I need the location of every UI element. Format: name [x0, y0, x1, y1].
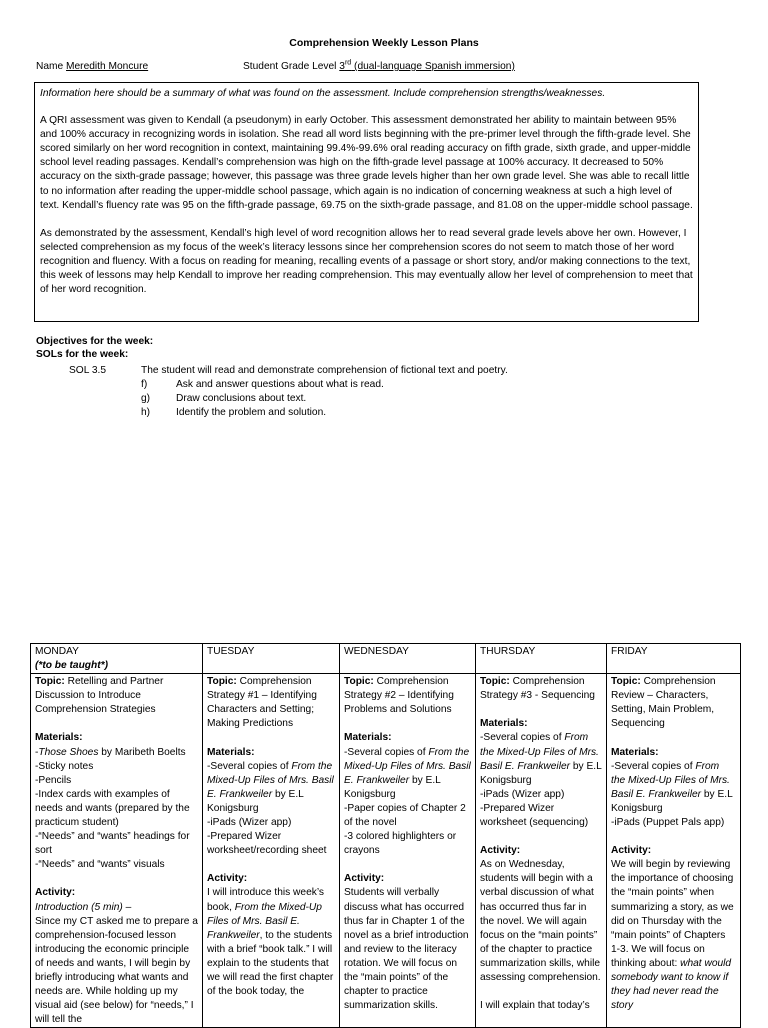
- grade-value: [339, 61, 515, 72]
- topic-text: Comprehension Review – Characters, Setting, Main Problem, Sequencing: [611, 676, 716, 730]
- activity: [344, 872, 471, 1013]
- topic-label: Topic:: [611, 676, 641, 688]
- activity-label: Activity:: [344, 873, 385, 885]
- topic: [207, 675, 335, 731]
- sols-label: SOLs for the week:: [36, 348, 129, 360]
- cell-thursday: [476, 674, 607, 1028]
- material-item: [611, 760, 736, 816]
- sol-subitem-letter: g): [141, 393, 151, 404]
- book-title: From the Mixed-Up Files of Mrs. Basil E. Frankweiler: [207, 760, 334, 800]
- grade-label: Student Grade Level: [243, 61, 337, 72]
- activity-prefix: We will begin by reviewing the importance of choosing the “main points” when summarizing a story, as we did on Thursday with the “main points” of Chapters 1-3. We will focus on thinking about:: [611, 859, 734, 969]
- material-item: -Pencils: [35, 774, 72, 786]
- book-author: by E.L Konigsburg: [480, 760, 602, 786]
- topic-label: Topic:: [344, 676, 374, 688]
- materials-label: Materials:: [207, 746, 255, 758]
- activity-text: [611, 858, 736, 1013]
- topic: [344, 675, 471, 717]
- topic: [35, 675, 198, 717]
- cell-monday: [31, 674, 203, 1028]
- name-line: [36, 61, 148, 72]
- sol-code: SOL 3.5: [69, 365, 106, 376]
- assessment-summary-box: [34, 82, 699, 322]
- sol-row: [69, 364, 508, 378]
- day-label: MONDAY: [35, 646, 79, 657]
- day-note: (*to be taught*): [35, 660, 108, 672]
- material-item: -iPads (Wizer app): [480, 788, 565, 800]
- day-label: THURSDAY: [480, 646, 536, 657]
- materials: [35, 731, 198, 872]
- sol-text: The student will read and demonstrate comprehension of fictional text and poetry.: [141, 365, 508, 376]
- book-author: by E.L Konigsburg: [611, 788, 733, 814]
- materials: [207, 746, 335, 859]
- grade-description: (dual-language Spanish immersion): [354, 61, 515, 72]
- sol-block: [69, 364, 508, 420]
- material-item: -Sticky notes: [35, 760, 94, 772]
- cell-friday: [607, 674, 741, 1028]
- sol-subitem-text: Draw conclusions about text.: [176, 393, 307, 404]
- materials: [480, 717, 602, 830]
- activity-label: Activity:: [207, 873, 248, 885]
- activity-text-2: I will explain that today’s: [480, 1000, 590, 1012]
- material-item: -“Needs” and “wants” headings for sort: [35, 831, 190, 857]
- material-item: -Those Shoes by Maribeth Boelts: [35, 746, 186, 758]
- materials-label: Materials:: [344, 732, 392, 744]
- name-label: Name: [36, 61, 64, 72]
- book-title: Those Shoes: [38, 746, 99, 758]
- material-item: -3 colored highlighters or crayons: [344, 831, 457, 857]
- material-item: -“Needs” and “wants” visuals: [35, 859, 165, 871]
- objectives-label: Objectives for the week:: [36, 336, 154, 347]
- material-item: -Index cards with examples of needs and wants (prepared by the practicum student): [35, 788, 190, 829]
- summary-instruction: Information here should be a summary of what was found on the assessment. Include comprehension strengths/weaknesses.: [40, 88, 606, 99]
- activity: [35, 886, 198, 1027]
- materials-label: Materials:: [480, 718, 528, 730]
- sol-subitem: [69, 378, 508, 392]
- topic-text: Retelling and Partner Discussion to Introduce Comprehension Strategies: [35, 676, 164, 716]
- book-title: From the Mixed-Up Files of Mrs. Basil E. Frankweiler: [207, 901, 322, 941]
- book-author: by Maribeth Boelts: [98, 746, 186, 758]
- topic: [611, 675, 736, 731]
- material-item: [207, 760, 335, 816]
- activity-label: Activity:: [480, 845, 521, 857]
- grade-suffix: rd: [344, 59, 352, 67]
- activity-rest: , to the students with a brief “book talk.” I will explain to the students that we will read the first chapter of the book today, the: [207, 929, 334, 998]
- material-item: -iPads (Puppet Pals app): [611, 817, 725, 829]
- material-prefix: -Several copies of: [611, 760, 696, 772]
- sol-subitem-letter: h): [141, 407, 151, 418]
- header-thursday: [476, 644, 607, 674]
- topic: [480, 675, 602, 703]
- activity: [480, 844, 602, 1013]
- header-tuesday: [203, 644, 340, 674]
- activity-text: [207, 886, 335, 999]
- material-item: [480, 731, 602, 787]
- summary-paragraph-2: As demonstrated by the assessment, Kendall’s high level of word recognition allows her to read several grade levels above her own. However, I selected comprehension as my focus of the week’s literacy lessons since her comprehension scores do not seem to match those of her word recognition and fluency. With a focus on reading for meaning, recalling events of a passage or short story, and/or making connections to the text, this week of lessons may help Kendall to improve her reading comprehension. This may eventually allow her level of comprehension to meet that of her word recognition.: [40, 227, 693, 296]
- materials: [611, 746, 736, 831]
- header-monday: [31, 644, 203, 674]
- material-prefix: -Several copies of: [207, 760, 292, 772]
- materials-label: Materials:: [35, 732, 83, 744]
- day-label: FRIDAY: [611, 646, 648, 657]
- activity-intro: [35, 901, 198, 915]
- activity: [207, 872, 335, 999]
- book-title: From the Mixed-Up Files of Mrs. Basil E. Frankweiler: [611, 760, 730, 800]
- activity-label: Activity:: [35, 887, 76, 899]
- activity-italic: what would somebody want to know if they had never read the story: [611, 957, 732, 1012]
- sol-subitem-text: Ask and answer questions about what is read.: [176, 379, 384, 390]
- day-label: TUESDAY: [207, 646, 255, 657]
- grade-number: 3: [339, 61, 345, 72]
- document-title: Comprehension Weekly Lesson Plans: [289, 37, 479, 49]
- activity-text: As on Wednesday, students will begin with a verbal discussion of what has occurred thus far in the novel. We will again focus on the “main points” of the chapter to practice summarization skills, while assessing comprehension.: [480, 859, 601, 983]
- material-prefix: -Several copies of: [344, 746, 429, 758]
- weekly-lesson-table: [30, 643, 741, 1028]
- activity-label: Activity:: [611, 845, 652, 857]
- activity-text: Students will verbally discuss what has occurred thus far in Chapter 1 of the novel as a brief introduction and review to the literacy rotation. We will focus on the “main points” of the chapter to practice summarization skills.: [344, 887, 469, 1012]
- topic-text: Comprehension Strategy #3 - Sequencing: [480, 676, 595, 702]
- material-item: [344, 746, 471, 802]
- table-row: [31, 674, 741, 1028]
- intro-text: Introduction (5 min): [35, 901, 123, 913]
- topic-label: Topic:: [35, 676, 65, 688]
- material-item: -Prepared Wizer worksheet/recording sheet: [207, 831, 327, 857]
- activity: [611, 844, 736, 1013]
- name-value: Meredith Moncure: [66, 61, 149, 72]
- intro-dash: –: [122, 901, 132, 913]
- header-wednesday: [340, 644, 476, 674]
- header-friday: [607, 644, 741, 674]
- summary-paragraph-1: A QRI assessment was given to Kendall (a pseudonym) in early October. This assessment demonstrated her ability to maintain between 95% and 100% accuracy in recognizing words in isolation. She read all word lists beginning with the pre-primer level through the fifth-grade level. She scored similarly on her word recognition in context, maintaining 99.4%-99.6% oral reading accuracy on fifth grade, sixth grade, and upper-middle school level reading passages. Kendall’s comprehension was high on the fifth-grade level passage at 100% accuracy. It decreased to 50% accuracy on the sixth-grade passage; however, this passage was three grade levels higher than her own grade level. She was able to recall little to no information after reading the upper-middle school passage, which again is no indication of concerning weakness at such a high level of text. Kendall’s fluency rate was 95 on the fifth-grade passage, 69.75 on the sixth-grade passage, and 81.08 on the upper-middle school passage.: [40, 115, 693, 211]
- day-label: WEDNESDAY: [344, 646, 409, 657]
- material-prefix: -Several copies of: [480, 732, 565, 744]
- table-header-row: [31, 644, 741, 674]
- topic-label: Topic:: [480, 676, 510, 688]
- sol-subitem-text: Identify the problem and solution.: [176, 407, 327, 418]
- book-title: From the Mixed-Up Files of Mrs. Basil E. Frankweiler: [480, 732, 599, 772]
- sol-subitem: [69, 406, 508, 420]
- material-item: -Prepared Wizer worksheet (sequencing): [480, 802, 589, 829]
- cell-tuesday: [203, 674, 340, 1028]
- topic-text: Comprehension Strategy #2 – Identifying Problems and Solutions: [344, 676, 454, 716]
- material-item: -iPads (Wizer app): [207, 817, 292, 829]
- materials-label: Materials:: [611, 746, 659, 758]
- topic-label: Topic:: [207, 676, 237, 688]
- topic-text: Comprehension Strategy #1 – Identifying Characters and Setting; Making Predictions: [207, 676, 317, 730]
- sol-subitem: [69, 392, 508, 406]
- book-author: by E.L Konigsburg: [207, 788, 304, 814]
- grade-line: [243, 61, 515, 72]
- sol-subitem-letter: f): [141, 379, 148, 390]
- material-item: -Paper copies of Chapter 2 of the novel: [344, 802, 466, 829]
- cell-wednesday: [340, 674, 476, 1028]
- book-author: by E.L Konigsburg: [344, 774, 441, 800]
- activity-text: Since my CT asked me to prepare a comprehension-focused lesson introducing the economic principle of needs and wants, I will begin by briefly introducing what wants and needs are. While holding up my visual aid (see below) for “needs,” I will tell the: [35, 915, 198, 1026]
- objectives-heading: [36, 336, 153, 361]
- materials: [344, 731, 471, 858]
- activity-prefix: I will introduce this week’s book,: [207, 887, 325, 913]
- book-title: From the Mixed-Up Files of Mrs. Basil E. Frankweiler: [344, 746, 471, 786]
